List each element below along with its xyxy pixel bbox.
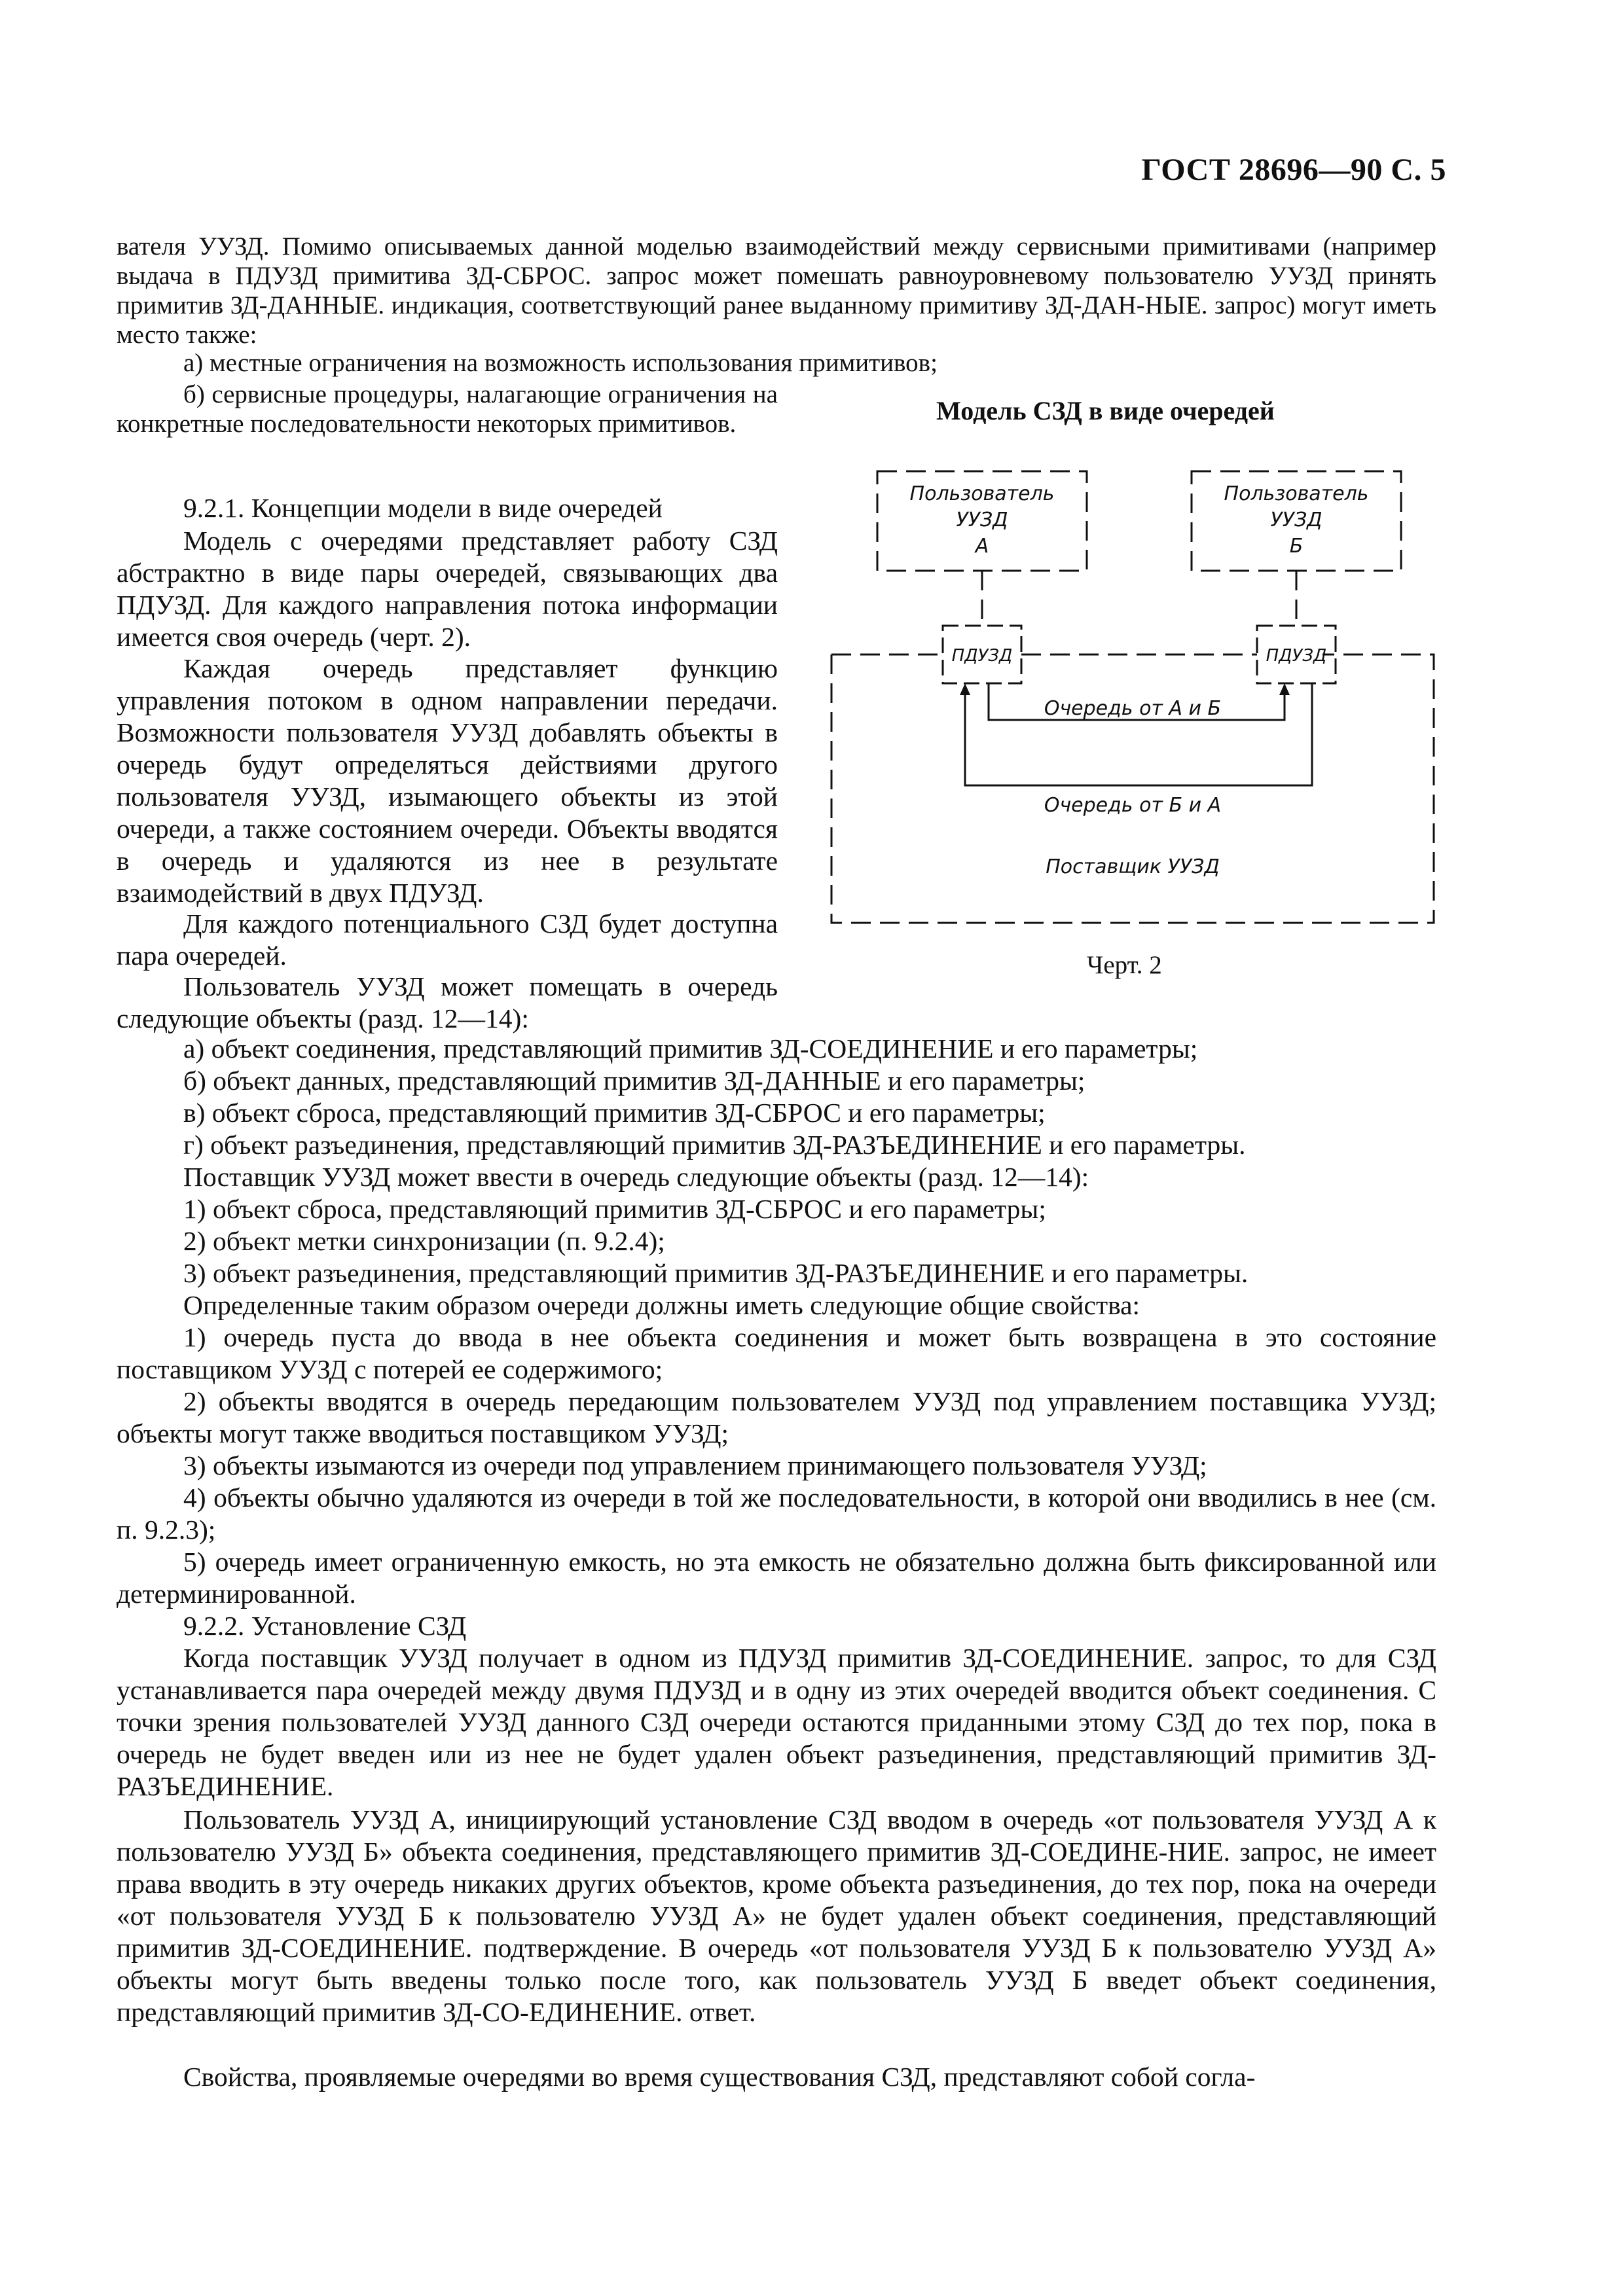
user-object-b: б) объект данных, представляющий примитив ЗД-ДАННЫЕ и его параметры; [183, 1066, 1085, 1096]
provider-object-1: 1) объект сброса, представляющий примитив ЗД-СБРОС и его параметры; [183, 1194, 1046, 1224]
queue-model-diagram [825, 458, 1453, 942]
queue-ba-label: Очередь от Б и А [1044, 794, 1222, 817]
user-b-label-1: Пользователь [1224, 482, 1369, 505]
section-921-paragraph-4: Пользователь УУЗД может помещать в очередь следующие объекты (разд. 12—14): [117, 971, 778, 1033]
user-b-label-2: УУЗД [1270, 509, 1322, 531]
figure-caption: Черт. 2 [1087, 951, 1162, 979]
figure-title: Модель СЗД в виде очередей [936, 396, 1275, 425]
section-922-paragraph-3: Свойства, проявляемые очередями во время существования СЗД, представляют собой согла- [183, 2062, 1256, 2092]
queue-ab-label: Очередь от А и Б [1044, 697, 1222, 720]
user-object-a: а) объект соединения, представляющий примитив ЗД-СОЕДИНЕНИЕ и его параметры; [183, 1033, 1198, 1064]
user-a-label-2: УУЗД [956, 509, 1008, 531]
property-1: 1) очередь пуста до ввода в нее объекта соединения и может быть возвращена в это состояние поставщиком УУЗД с потерей ее содержимого; [117, 1322, 1436, 1384]
properties-intro: Определенные таким образом очереди должны иметь следующие общие свойства: [183, 1290, 1140, 1320]
user-a-label-3: А [975, 535, 989, 558]
provider-frame [831, 655, 1434, 923]
queue-ab-arrow [1279, 683, 1290, 695]
page-header: ГОСТ 28696—90 С. 5 [1141, 152, 1446, 187]
intro-paragraph: вателя УУЗД. Помимо описываемых данной моделью взаимодействий между сервисными примитивами (например выдача в ПДУЗД примитива ЗД-СБРОС. запрос может помешать равноуровневому пользователю УУЗД принять примитив ЗД-ДАННЫЕ. индикация, соответствующий ранее выданному примитиву ЗД-ДАН-НЫЕ. запрос) могут иметь место также: [117, 232, 1436, 349]
user-object-c: в) объект сброса, представляющий примитив ЗД-СБРОС и его параметры; [183, 1098, 1046, 1128]
section-921-heading: 9.2.1. Концепции модели в виде очередей [183, 493, 663, 523]
user-b-label-3: Б [1289, 535, 1304, 558]
intro-item-b: б) сервисные процедуры, налагающие ограничения на конкретные последовательности некоторых примитивов. [117, 380, 778, 438]
pduzd-left-label: ПДУЗД [951, 646, 1013, 666]
property-4: 4) объекты обычно удаляются из очереди в той же последовательности, в которой они вводились в нее (см. п. 9.2.3); [117, 1482, 1436, 1545]
section-921-paragraph-2: Каждая очередь представляет функцию управления потоком в одном направлении передачи. Возможности пользователя УУЗД добавлять объекты в очередь будут определяться действиями другого пользователя УУЗД, изымающего объекты из этой очереди, а также состоянием очереди. Объекты вводятся в очередь и удаляются из нее в результате взаимодействий в двух ПДУЗД. [117, 653, 778, 908]
section-922-heading: 9.2.2. Установление СЗД [183, 1611, 467, 1641]
section-922-paragraph-2: Пользователь УУЗД А, инициирующий установление СЗД вводом в очередь «от пользователя УУЗД А к пользователю УУЗД Б» объекта соединения, представляющего примитив ЗД-СОЕДИНЕ-НИЕ. запрос, не имеет права вводить в эту очередь никаких других объектов, кроме объекта разъединения, до тех пор, пока на очереди «от пользователя УУЗД Б к пользователю УУЗД А» не будет удален объект соединения, представляющий примитив ЗД-СОЕДИНЕНИЕ. подтверждение. В очередь «от пользователя УУЗД Б к пользователю УУЗД А» объекты могут быть введены только после того, как пользователь УУЗД Б введет объект соединения, представляющий примитив ЗД-СО-ЕДИНЕНИЕ. ответ. [117, 1804, 1436, 2027]
provider-objects-intro: Поставщик УУЗД может ввести в очередь следующие объекты (разд. 12—14): [183, 1162, 1089, 1192]
queue-ba-arrow [960, 683, 970, 695]
provider-label: Поставщик УУЗД [1046, 855, 1220, 878]
section-921-paragraph-3: Для каждого потенциального СЗД будет доступна пара очередей. [117, 908, 778, 971]
user-a-label-1: Пользователь [909, 482, 1055, 505]
provider-object-3: 3) объект разъединения, представляющий примитив ЗД-РАЗЪЕДИНЕНИЕ и его параметры. [183, 1258, 1249, 1288]
property-3: 3) объекты изымаются из очереди под управлением принимающего пользователя УУЗД; [183, 1450, 1207, 1480]
user-object-d: г) объект разъединения, представляющий примитив ЗД-РАЗЪЕДИНЕНИЕ и его параметры. [183, 1130, 1246, 1160]
intro-item-a: а) местные ограничения на возможность использования примитивов; [183, 349, 938, 377]
property-2: 2) объекты вводятся в очередь передающим пользователем УУЗД под управлением поставщика УУЗД; объекты могут также вводиться поставщиком УУЗД; [117, 1386, 1436, 1448]
property-5: 5) очередь имеет ограниченную емкость, но эта емкость не обязательно должна быть фиксированной или детерминированной. [117, 1547, 1436, 1609]
pduzd-right-label: ПДУЗД [1266, 646, 1327, 666]
provider-object-2: 2) объект метки синхронизации (п. 9.2.4); [183, 1226, 665, 1256]
section-921-paragraph-1: Модель с очередями представляет работу СЗД абстрактно в виде пары очередей, связывающих два ПДУЗД. Для каждого направления потока информации имеется своя очередь (черт. 2). [117, 526, 778, 652]
section-922-paragraph-1: Когда поставщик УУЗД получает в одном из ПДУЗД примитив ЗД-СОЕДИНЕНИЕ. запрос, то для СЗД устанавливается пара очередей между двумя ПДУЗД и в одну из этих очередей вводится объект соединения. С точки зрения пользователей УУЗД данного СЗД очереди остаются приданными этому СЗД до тех пор, пока в очередь не будет введен или из нее не будет удален объект разъединения, представляющий примитив ЗД-РАЗЪЕДИНЕНИЕ. [117, 1643, 1436, 1801]
